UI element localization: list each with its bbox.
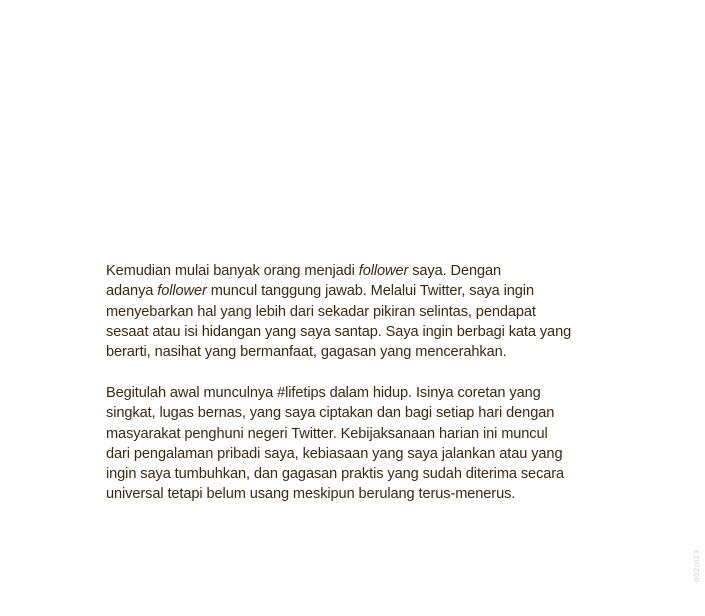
text-line: adanya follower muncul tanggung jawab. Melalui Twitter, saya ingin <box>106 283 534 300</box>
text-line: universal tetapi belum usang meskipun berulang terus-menerus. <box>106 486 516 503</box>
paragraph-1 <box>106 261 606 362</box>
paragraph-2 <box>106 383 606 505</box>
body-text <box>106 261 606 505</box>
text-line: Begitulah awal munculnya #lifetips dalam hidup. Isinya coretan yang <box>106 384 541 401</box>
text-line: singkat, lugas bernas, yang saya ciptakan dan bagi setiap hari dengan <box>106 405 555 422</box>
page-marker: 002/023 <box>693 549 701 582</box>
text-line: ingin saya tumbuhkan, dan gagasan praktis yang sudah diterima secara <box>106 466 565 483</box>
text-line: dari pengalaman pribadi saya, kebiasaan yang saya jalankan atau yang <box>106 445 563 462</box>
text-line: berarti, nasihat yang bermanfaat, gagasan yang mencerahkan. <box>106 344 507 361</box>
italic-term: follower <box>157 283 207 300</box>
text-line: sesaat atau isi hidangan yang saya santap. Saya ingin berbagi kata yang <box>106 323 572 340</box>
text-line: Kemudian mulai banyak orang menjadi follower saya. Dengan <box>106 263 502 279</box>
text-line: menyebarkan hal yang lebih dari sekadar pikiran selintas, pendapat <box>106 303 536 320</box>
italic-term: follower <box>358 263 409 279</box>
text-line: masyarakat penghuni negeri Twitter. Kebijaksanaan harian ini muncul <box>106 425 548 442</box>
